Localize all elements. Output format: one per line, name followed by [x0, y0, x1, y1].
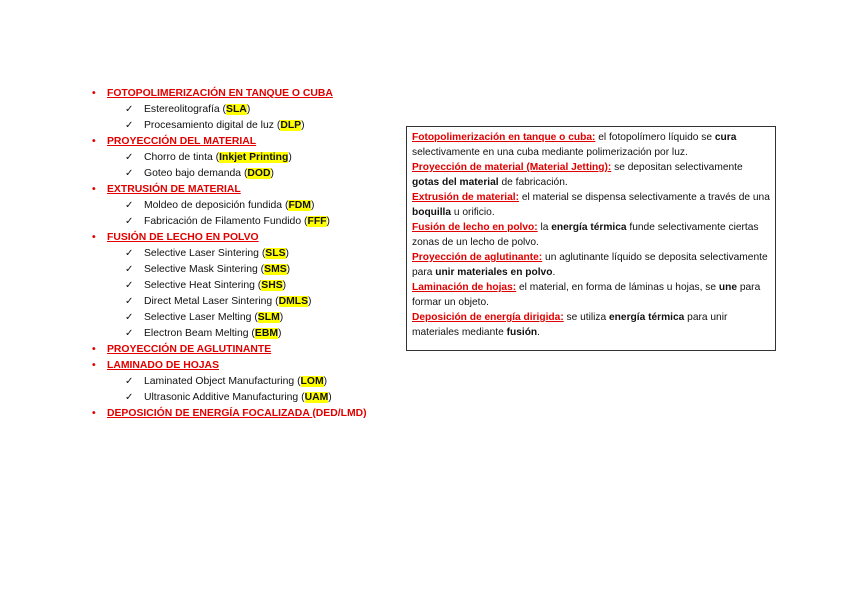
definition-term: Fotopolimerización en tanque o cuba:	[412, 132, 596, 143]
category-label: PROYECCIÓN DE AGLUTINANTE	[107, 344, 272, 355]
checkmark-icon: ✓	[125, 312, 134, 323]
definition-text: de fabricación.	[498, 177, 568, 188]
definition-text: .	[552, 267, 556, 278]
definition-emphasis: unir materiales en polvo	[435, 267, 553, 278]
definition-text: para unir materiales mediante	[412, 312, 728, 338]
technique-name: Selective Heat Sintering	[144, 280, 255, 291]
technique-abbreviation: LOM	[300, 376, 324, 387]
category-item	[92, 230, 392, 246]
technique-name: Selective Mask Sintering	[144, 264, 258, 275]
bullet-icon: •	[92, 184, 96, 195]
technique-name: Laminated Object Manufacturing	[144, 376, 295, 387]
checkmark-icon: ✓	[125, 104, 134, 115]
technique-item: ✓ Selective Heat Sintering (SHS)	[92, 278, 392, 294]
technique-abbreviation: SLS	[265, 248, 286, 259]
definition-paragraph	[412, 220, 771, 250]
checkmark-icon: ✓	[125, 200, 134, 211]
definition-emphasis: cura	[714, 132, 737, 143]
category-label: LAMINADO DE HOJAS	[107, 360, 219, 371]
definition-text: u orificio.	[451, 207, 495, 218]
checkmark-icon: ✓	[125, 168, 134, 179]
technique-item: ✓ Fabricación de Filamento Fundido (FFF)	[92, 214, 392, 230]
definition-paragraph	[412, 250, 771, 280]
technique-item: ✓ Direct Metal Laser Sintering (DMLS)	[92, 294, 392, 310]
technique-abbreviation: DMLS	[278, 296, 309, 307]
category-item	[92, 358, 392, 374]
technique-name: Selective Laser Melting	[144, 312, 252, 323]
checkmark-icon: ✓	[125, 152, 134, 163]
bullet-icon: •	[92, 136, 96, 147]
technique-item: ✓ Selective Mask Sintering (SMS)	[92, 262, 392, 278]
technique-name: Selective Laser Sintering	[144, 248, 259, 259]
definition-paragraph	[412, 160, 771, 190]
bullet-icon: •	[92, 344, 96, 355]
bullet-icon: •	[92, 408, 96, 419]
category-label: FOTOPOLIMERIZACIÓN EN TANQUE O CUBA	[107, 88, 333, 99]
checkmark-icon: ✓	[125, 280, 134, 291]
technique-abbreviation: SLM	[257, 312, 280, 323]
technique-name: Goteo bajo demanda	[144, 168, 242, 179]
technique-name: Electron Beam Melting	[144, 328, 249, 339]
technique-abbreviation: FDM	[288, 200, 311, 211]
category-item	[92, 86, 392, 102]
category-label: FUSIÓN DE LECHO EN POLVO	[107, 232, 259, 243]
category-item	[92, 342, 392, 358]
technique-abbreviation: SLA	[226, 104, 247, 115]
technique-abbreviation: UAM	[304, 392, 329, 403]
checkmark-icon: ✓	[125, 216, 134, 227]
category-label: DEPOSICIÓN DE ENERGÍA FOCALIZADA	[107, 408, 313, 419]
definition-emphasis: fusión	[506, 327, 538, 338]
definition-paragraph	[412, 310, 771, 340]
definition-text: un aglutinante líquido se deposita selectivamente para	[412, 252, 768, 278]
technique-item: ✓ Moldeo de deposición fundida (FDM)	[92, 198, 392, 214]
checkmark-icon: ✓	[125, 392, 134, 403]
checkmark-icon: ✓	[125, 328, 134, 339]
definition-text: se depositan selectivamente	[611, 162, 743, 173]
definition-emphasis: boquilla	[412, 207, 452, 218]
definition-emphasis: gotas del material	[412, 177, 499, 188]
definition-text: .	[537, 327, 540, 338]
definition-paragraph	[412, 280, 771, 310]
bullet-icon: •	[92, 232, 96, 243]
definition-text: selectivamente en una cuba mediante polimerización por luz.	[412, 147, 688, 158]
checkmark-icon: ✓	[125, 120, 134, 131]
definition-text: el fotopolímero líquido se	[595, 132, 715, 143]
definition-term: Deposición de energía dirigida:	[412, 312, 564, 323]
technique-abbreviation: SMS	[264, 264, 287, 275]
category-suffix: (DED/LMD)	[312, 408, 367, 419]
definition-text: funde selectivamente ciertas zonas de un lecho de polvo.	[412, 222, 759, 248]
technique-abbreviation: DOD	[247, 168, 271, 179]
technique-name: Estereolitografía	[144, 104, 220, 115]
technique-item: ✓ Chorro de tinta (Inkjet Printing)	[92, 150, 392, 166]
definition-term: Extrusión de material:	[412, 192, 519, 203]
definition-term: Fusión de lecho en polvo:	[412, 222, 538, 233]
checkmark-icon: ✓	[125, 296, 134, 307]
technique-name: Moldeo de deposición fundida	[144, 200, 283, 211]
checkmark-icon: ✓	[125, 264, 134, 275]
technique-item: ✓ Laminated Object Manufacturing (LOM)	[92, 374, 392, 390]
category-label: EXTRUSIÓN DE MATERIAL	[107, 184, 241, 195]
definition-term: Laminación de hojas:	[412, 282, 517, 293]
technique-item: ✓ Ultrasonic Additive Manufacturing (UAM)	[92, 390, 392, 406]
technique-name: Ultrasonic Additive Manufacturing	[144, 392, 299, 403]
definition-text: se utiliza	[563, 312, 610, 323]
technique-name: Fabricación de Filamento Fundido	[144, 216, 302, 227]
definition-text: la	[537, 222, 552, 233]
category-item	[92, 406, 392, 422]
technique-item: ✓ Electron Beam Melting (EBM)	[92, 326, 392, 342]
definition-paragraph	[412, 190, 771, 220]
category-item	[92, 134, 392, 150]
bullet-icon: •	[92, 88, 96, 99]
checkmark-icon: ✓	[125, 376, 134, 387]
definitions-box	[406, 126, 776, 351]
checkmark-icon: ✓	[125, 248, 134, 259]
technique-name: Direct Metal Laser Sintering	[144, 296, 273, 307]
technique-item: ✓ Estereolitografía (SLA)	[92, 102, 392, 118]
category-label: PROYECCIÓN DEL MATERIAL	[107, 136, 257, 147]
definition-term: Proyección de material (Material Jetting):	[412, 162, 612, 173]
technique-item: ✓ Selective Laser Melting (SLM)	[92, 310, 392, 326]
technique-item: ✓ Goteo bajo demanda (DOD)	[92, 166, 392, 182]
definition-term: Proyección de aglutinante:	[412, 252, 543, 263]
technique-abbreviation: FFF	[307, 216, 327, 227]
definition-text: el material, en forma de láminas u hojas, se	[516, 282, 719, 293]
definition-emphasis: energía térmica	[609, 312, 685, 323]
definition-paragraph	[412, 130, 771, 160]
definition-emphasis: une	[718, 282, 738, 293]
technique-item: ✓ Selective Laser Sintering (SLS)	[92, 246, 392, 262]
technique-name: Chorro de tinta	[144, 152, 213, 163]
technique-abbreviation: Inkjet Printing	[219, 152, 289, 163]
technique-item: ✓ Procesamiento digital de luz (DLP)	[92, 118, 392, 134]
bullet-icon: •	[92, 360, 96, 371]
definition-text: el material se dispensa selectivamente a través de una	[519, 192, 770, 203]
technique-name: Procesamiento digital de luz	[144, 120, 274, 131]
definition-text: para formar un objeto.	[412, 282, 761, 308]
definition-emphasis: energía térmica	[551, 222, 627, 233]
technique-abbreviation: SHS	[261, 280, 283, 291]
technique-abbreviation: EBM	[254, 328, 278, 339]
technique-abbreviation: DLP	[280, 120, 302, 131]
process-outline	[92, 86, 392, 422]
category-item	[92, 182, 392, 198]
